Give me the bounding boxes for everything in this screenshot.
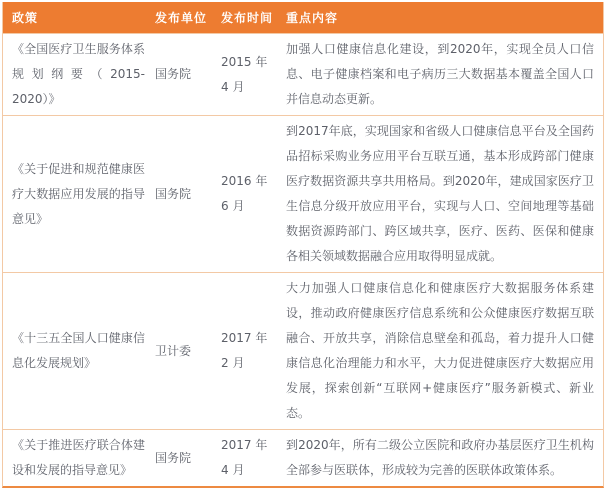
policy-cell: 《关于推进医疗联合体建设和发展的指导意见》 [12, 438, 145, 477]
time-cell: 2017 年 4 月 [221, 438, 268, 477]
header-cell-content: 重点内容 [286, 11, 339, 25]
unit-cell: 国务院 [155, 186, 192, 201]
policy-cell: 《全国医疗卫生服务体系规划纲要（2015-2020）》 [12, 42, 145, 106]
content-cell: 大力加强人口健康信息化和健康医疗大数据服务体系建设，推动政府健康医疗信息系统和公众健康医疗数据互联融合、开放共享，消除信息壁垒和孤岛，着力提升人口健康信息化治理能力和水平，大力促进健康医疗大数据应用发展，探索创新“互联网+健康医疗”服务新模式、新业态。 [286, 281, 594, 420]
header-cell-policy: 政策 [12, 11, 39, 25]
content-cell: 到2020年，所有二级公立医院和政府办基层医疗卫生机构全部参与医联体，形成较为完善的医联体政策体系。 [286, 438, 594, 477]
table-row [3, 272, 603, 429]
table-row [3, 429, 603, 486]
unit-cell: 国务院 [155, 450, 192, 465]
unit-cell: 国务院 [155, 67, 192, 81]
content-cell: 加强人口健康信息化建设，到2020年，实现全员人口信息、电子健康档案和电子病历三大数据基本覆盖全国人口并信息动态更新。 [286, 42, 594, 106]
policy-cell: 《关于促进和规范健康医疗大数据应用发展的指导意见》 [12, 161, 145, 226]
table-header [3, 2, 603, 33]
unit-cell: 卫计委 [155, 343, 192, 358]
time-cell: 2017 年 2 月 [221, 331, 268, 370]
header-cell-unit: 发布单位 [155, 11, 208, 25]
time-cell: 2016 年 6 月 [221, 174, 268, 213]
header-cell-time: 发布时间 [221, 11, 274, 25]
policy-table [2, 2, 604, 488]
table-row [3, 115, 603, 272]
policy-cell: 《十三五全国人口健康信息化发展规划》 [12, 331, 145, 370]
time-cell: 2015 年 4 月 [221, 54, 268, 94]
content-cell: 到2017年底，实现国家和省级人口健康信息平台及全国药品招标采购业务应用平台互联互通，基本形成跨部门健康医疗数据资源共享共用格局。到2020年，建成国家医疗卫生信息分级开放应用平台，实现与人口、空间地理等基础数据资源跨部门、跨区域共享，医疗、医药、医保和健康各相关领域数据融合应用取得明显成就。 [286, 124, 594, 263]
table-row [3, 33, 603, 115]
